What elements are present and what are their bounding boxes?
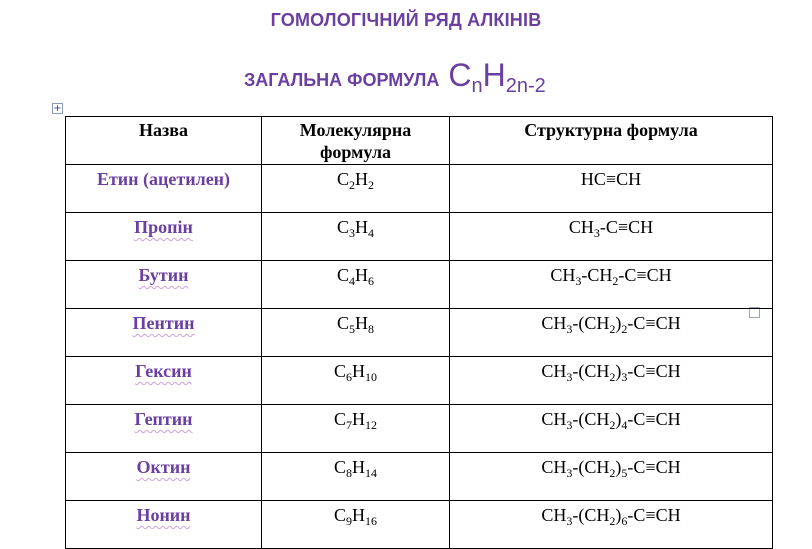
cell-structural-formula: $CH_3-C\equiv CH$	[450, 213, 773, 261]
page-title: ГОМОЛОГІЧНИЙ РЯД АЛКІНІВ	[270, 10, 542, 30]
column-header-structural: Структурна формула	[450, 117, 773, 165]
table-row	[66, 405, 773, 453]
general-formula	[244, 57, 546, 97]
table-row	[66, 165, 773, 213]
table-row	[66, 261, 773, 309]
cell-structural-formula: $CH_3-(CH_2)_5-C\equiv CH$	[450, 453, 773, 501]
cell-molecular-formula: $C_2H_2$	[262, 165, 450, 213]
formula-label: ЗАГАЛЬНА ФОРМУЛА	[244, 70, 440, 90]
table-row	[66, 213, 773, 261]
cell-molecular-formula: $C_4H_6$	[262, 261, 450, 309]
cell-structural-formula: $CH_3-(CH_2)_6-C\equiv CH$	[450, 501, 773, 549]
cell-structural-formula: $CH_3-(CH_2)_3-C\equiv CH$	[450, 357, 773, 405]
table-row	[66, 501, 773, 549]
cell-name: Нонин	[66, 501, 262, 549]
cell-name: Гексин	[66, 357, 262, 405]
cell-name: Октин	[66, 453, 262, 501]
cell-molecular-formula: $C_5H_8$	[262, 309, 450, 357]
column-header-molecular: Молекулярна формула	[262, 117, 450, 165]
cell-molecular-formula: $C_6H_{10}$	[262, 357, 450, 405]
table-move-icon[interactable]: +	[53, 103, 62, 114]
alkynes-table	[65, 116, 773, 549]
formula-expression: $C_nH_{2n-2}$	[448, 57, 546, 97]
table-header-row	[66, 117, 773, 165]
cell-molecular-formula: $C_3H_4$	[262, 213, 450, 261]
cell-name: Гептин	[66, 405, 262, 453]
cell-structural-formula: $CH_3-(CH_2)_2-C\equiv CH$	[450, 309, 773, 357]
cell-name: Етин (ацетилен)	[66, 165, 262, 213]
cell-name: Пропін	[66, 213, 262, 261]
cell-structural-formula: $CH_3-CH_2-C\equiv CH$	[450, 261, 773, 309]
cell-structural-formula: $CH_3-(CH_2)_4-C\equiv CH$	[450, 405, 773, 453]
cell-molecular-formula: $C_7H_{12}$	[262, 405, 450, 453]
table-row	[66, 453, 773, 501]
cell-structural-formula: HC≡CH	[450, 165, 773, 213]
cell-molecular-formula: $C_9H_{16}$	[262, 501, 450, 549]
table-row	[66, 357, 773, 405]
column-header-name: Назва	[66, 117, 262, 165]
cell-molecular-formula: $C_8H_{14}$	[262, 453, 450, 501]
cell-name: Пентин	[66, 309, 262, 357]
cell-name: Бутин	[66, 261, 262, 309]
table-row	[66, 309, 773, 357]
